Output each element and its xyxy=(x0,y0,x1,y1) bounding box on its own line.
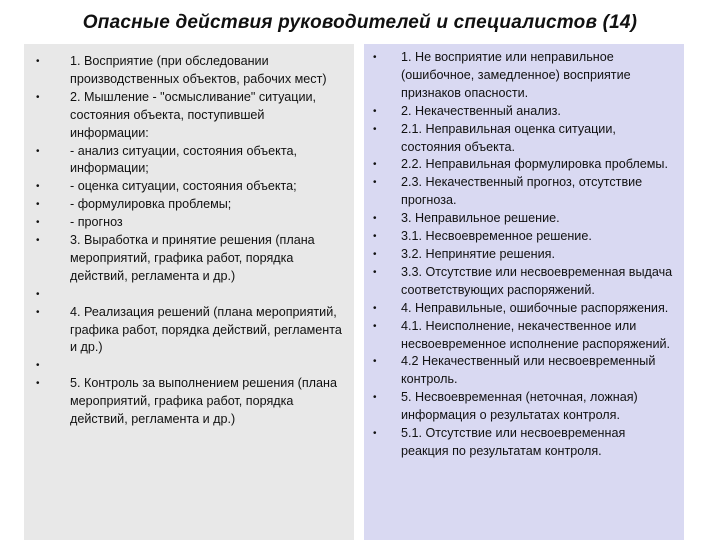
list-item: • 2.1. Неправильная оценка ситуации, состояния объекта. xyxy=(364,121,676,157)
list-item: • 4. Реализация решений (плана мероприятий, графика работ, порядка действий, регламента и др.) xyxy=(24,304,342,358)
list-item: • 4. Неправильные, ошибочные распоряжения. xyxy=(364,300,676,318)
list-item: • 5. Несвоевременная (неточная, ложная) информация о результатах контроля. xyxy=(364,389,676,425)
list-item: • 3.2. Непринятие решения. xyxy=(364,246,676,264)
list-item: • 3.3. Отсутствие или несвоевременная выдача соответствующих распоряжений. xyxy=(364,264,676,300)
left-column-stages xyxy=(24,44,354,540)
list-item: • 5.1. Отсутствие или несвоевременная реакция по результатам контроля. xyxy=(364,425,676,461)
list-item: • 3. Выработка и принятие решения (плана мероприятий, графика работ, порядка действий, регламента и др.) xyxy=(24,232,342,286)
list-item: • 4.2 Некачественный или несвоевременный контроль. xyxy=(364,353,676,389)
list-item: • 1. Восприятие (при обследовании производственных объектов, рабочих мест) xyxy=(24,53,342,89)
list-item: • 2.3. Некачественный прогноз, отсутствие прогноза. xyxy=(364,174,676,210)
slide-title: Опасные действия руководителей и специалистов (14) xyxy=(82,12,638,33)
list-item: • - оценка ситуации, состояния объекта; xyxy=(24,178,342,196)
list-item: • - формулировка проблемы; xyxy=(24,196,342,214)
list-item: • 3.1. Несвоевременное решение. xyxy=(364,228,676,246)
list-item: • 2.2. Неправильная формулировка проблемы. xyxy=(364,156,676,174)
list-item: • 5. Контроль за выполнением решения (плана мероприятий, графика работ, порядка действий, регламента и др.) xyxy=(24,375,342,429)
stages-list xyxy=(24,53,342,429)
list-item: • - анализ ситуации, состояния объекта, информации; xyxy=(24,143,342,179)
list-item: • 4.1. Неисполнение, некачественное или несвоевременное исполнение распоряжений. xyxy=(364,318,676,354)
right-column-errors xyxy=(364,44,684,540)
list-item: • 2. Мышление - "осмысливание" ситуации, состояния объекта, поступившей информации: xyxy=(24,89,342,143)
list-item: • 1. Не восприятие или неправильное (ошибочное, замедленное) восприятие признаков опасности. xyxy=(364,49,676,103)
errors-list xyxy=(364,49,676,461)
empty-list-item xyxy=(24,286,342,304)
list-item: • 2. Некачественный анализ. xyxy=(364,103,676,121)
list-item: • 3. Неправильное решение. xyxy=(364,210,676,228)
empty-list-item xyxy=(24,357,342,375)
list-item: • - прогноз xyxy=(24,214,342,232)
